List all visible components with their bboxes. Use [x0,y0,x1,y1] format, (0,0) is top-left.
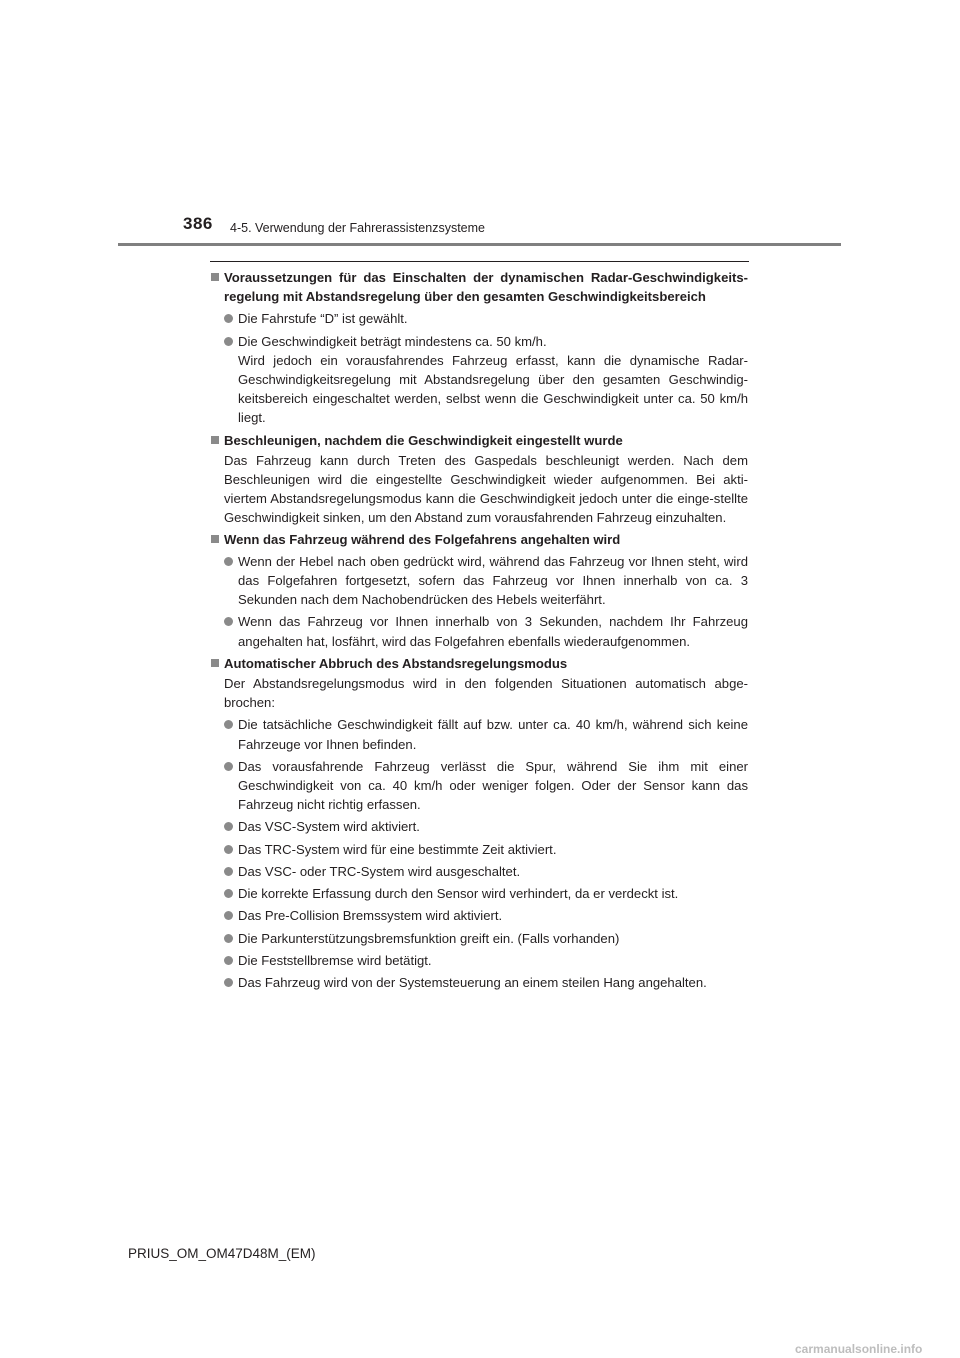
circle-bullet-icon [224,978,233,987]
circle-bullet-icon [224,822,233,831]
bullet-text: Das TRC-System wird für eine bestimmte Zeit aktiviert. [238,841,557,857]
list-item [209,929,748,948]
section-automatic-cancel [209,654,748,992]
section-heading [209,268,748,306]
bullet-text: Die korrekte Erfassung durch den Sensor wird verhindert, da er verdeckt ist. [238,886,679,902]
circle-bullet-icon [224,314,233,323]
heading-text: Beschleunigen, nachdem die Geschwindigkeit eingestellt wurde [224,432,623,448]
list-item [209,612,748,650]
list-item [209,951,748,970]
circle-bullet-icon [224,845,233,854]
list-item [209,552,748,610]
circle-bullet-icon [224,934,233,943]
section-acceleration [209,431,748,528]
section-paragraph: Der Abstandsregelungsmodus wird in den folgenden Situationen automatisch abge-brochen: [224,676,748,711]
section-paragraph: Das Fahrzeug kann durch Treten des Gaspedals beschleunigt werden. Nach dem Beschleunigen wird die eingestellte Geschwindigkeit wieder aufgenommen. Bei akti-viertem Abstandsregelungsmodus kann die Geschwindigkeit jedoch unter die einge-stellte Geschwindigkeit sinken, um den Abstand zum vorausfahrenden Fahrzeug einzuhalten. [224,452,748,526]
circle-bullet-icon [224,337,233,346]
section-activation-conditions [209,268,748,428]
content-rule [210,261,749,262]
list-item [209,973,748,992]
list-item [209,840,748,859]
watermark: carmanualsonline.info [795,1342,923,1356]
chapter-title: 4-5. Verwendung der Fahrerassistenzsysteme [230,221,485,235]
square-bullet-icon [211,273,219,281]
list-item [209,862,748,881]
bullet-text: Wenn das Fahrzeug vor Ihnen innerhalb von 3 Sekunden, nachdem Ihr Fahrzeug angehalten hat, losfährt, wird das Folgefahren ebenfalls wiederaufgenommen. [238,614,748,649]
list-item [209,332,748,428]
bullet-text: Die Fahrstufe “D” ist gewählt. [238,311,408,327]
bullet-text-continued: Wird jedoch ein vorausfahrendes Fahrzeug erfasst, kann die dynamische Radar-Geschwindigkeitsregelung mit Abstandsregelung über den gesamten Geschwindig-keitsbereich eingeschaltet werden, selbst wenn die Geschwindigkeit unter ca. 50 km/h liegt. [238,352,748,426]
circle-bullet-icon [224,720,233,729]
bullet-text: Das Fahrzeug wird von der Systemsteuerung an einem steilen Hang angehalten. [238,974,707,990]
section-heading [209,654,748,673]
bullet-text: Die Geschwindigkeit beträgt mindestens ca. 50 km/h. [238,333,547,349]
bullet-text: Die Parkunterstützungsbremsfunktion greift ein. (Falls vorhanden) [238,930,620,946]
section-heading [209,530,748,549]
circle-bullet-icon [224,956,233,965]
circle-bullet-icon [224,617,233,626]
bullet-text: Die Feststellbremse wird betätigt. [238,952,432,968]
bullet-text: Das VSC- oder TRC-System wird ausgeschaltet. [238,863,521,879]
circle-bullet-icon [224,911,233,920]
list-item [209,309,748,328]
page-number: 386 [183,214,213,233]
bullet-text: Das vorausfahrende Fahrzeug verlässt die Spur, während Sie ihm mit einer Geschwindigkeit von ca. 40 km/h oder weniger folgen. Oder der Sensor kann das Fahrzeug nicht richtig erfassen. [238,758,748,813]
document-code: PRIUS_OM_OM47D48M_(EM) [128,1246,316,1261]
square-bullet-icon [211,659,219,667]
square-bullet-icon [211,535,219,543]
list-item [209,906,748,925]
heading-text: Automatischer Abbruch des Abstandsregelungsmodus [224,655,568,671]
circle-bullet-icon [224,762,233,771]
circle-bullet-icon [224,557,233,566]
circle-bullet-icon [224,867,233,876]
section-heading [209,431,748,450]
heading-text: Wenn das Fahrzeug während des Folgefahrens angehalten wird [224,531,621,547]
list-item [209,817,748,836]
list-item [209,757,748,815]
content-body [209,268,748,995]
header-rule [118,243,841,246]
list-item [209,884,748,903]
bullet-text: Die tatsächliche Geschwindigkeit fällt auf bzw. unter ca. 40 km/h, während sich keine Fahrzeuge vor Ihnen befinden. [238,717,748,752]
section-stopped-while-following [209,530,748,651]
bullet-text: Wenn der Hebel nach oben gedrückt wird, während das Fahrzeug vor Ihnen steht, wird das Folgefahren fortgesetzt, sofern das Fahrzeug vor Ihnen innerhalb von ca. 3 Sekunden nach dem Nachobendrücken des Hebels weiterfährt. [238,553,748,608]
square-bullet-icon [211,436,219,444]
circle-bullet-icon [224,889,233,898]
bullet-text: Das Pre-Collision Bremssystem wird aktiviert. [238,908,503,924]
heading-text: Voraussetzungen für das Einschalten der dynamischen Radar-Geschwindigkeits-regelung mit Abstandsregelung über den gesamten Geschwindigkeitsbereich [224,270,748,305]
bullet-text: Das VSC-System wird aktiviert. [238,819,420,835]
list-item [209,715,748,753]
